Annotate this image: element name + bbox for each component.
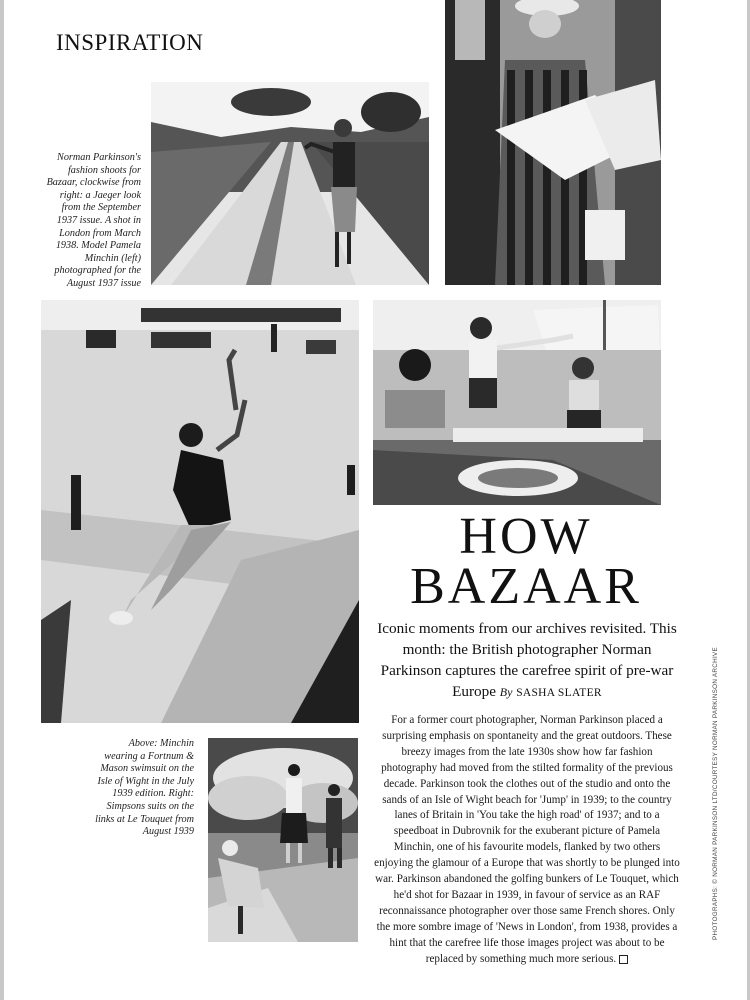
headline-line-2: BAZAAR	[410, 558, 642, 615]
standfirst	[374, 618, 680, 704]
body-text	[374, 713, 680, 968]
headline	[372, 508, 680, 615]
byline-prefix: By	[499, 685, 513, 699]
byline-name: SASHA SLATER	[516, 687, 602, 699]
caption-top-photos: Norman Parkinson's fashion shoots for Bazaar, clockwise from right: a Jaeger look from the September 1937 issue. A shot in London from March 1938. Model Pamela Minchin (left) photographed for the August 1937 issue	[46, 152, 141, 289]
body-text-content: For a former court photographer, Norman Parkinson placed a surprising emphasis on spontaneity and the great outdoors. These breezy images from the late 1930s show how far fashion photography had moved from the stilted formality of the previous decade. Parkinson took the clothes out of the studio and onto the sands of an Isle of Wight beach for 'Jump' in 1939; to the country lanes of Britain in 'You take the high road' of 1937; and to a speedboat in Dubrovnik for the exuberant picture of Pamela Minchin, one of his favourite models, flanked by two others enjoying the glamour of a Europe that was shortly to be plunged into war. Parkinson abandoned the golfing bunkers of Le Touquet, which he'd shot for Bazaar in 1939, in favour of service as an RAF reconnaissance photographer over those same French shores. Only the more sombre image of 'News in London', from 1938, provides a hint that the carefree life those images project was about to be replaced by something much more serious.	[374, 714, 680, 965]
photo-jump-beach	[41, 300, 359, 723]
photo-speedboat-dubrovnik	[373, 300, 661, 505]
caption-bottom-photos: Above: Minchin wearing a Fortnum & Mason swimsuit on the Isle of Wight in the July 1939 edition. Right: Simpsons suits on the links at Le Touquet from August 1939	[95, 738, 194, 838]
photo-le-touquet-links	[208, 738, 358, 942]
photo-country-lane	[151, 82, 429, 285]
headline-line-1: HOW	[459, 508, 593, 565]
end-mark-icon	[619, 955, 628, 964]
section-label: INSPIRATION	[56, 30, 204, 55]
photo-news-in-london	[445, 0, 661, 285]
photo-credit: PHOTOGRAPHS: © NORMAN PARKINSON LTD/COURTESY NORMAN PARKINSON ARCHIVE	[712, 647, 719, 940]
standfirst-text: Iconic moments from our archives revisited. This month: the British photographer Norman Parkinson captures the carefree spirit of pre-war Europe	[377, 620, 677, 700]
page-frame-left	[0, 0, 4, 1000]
